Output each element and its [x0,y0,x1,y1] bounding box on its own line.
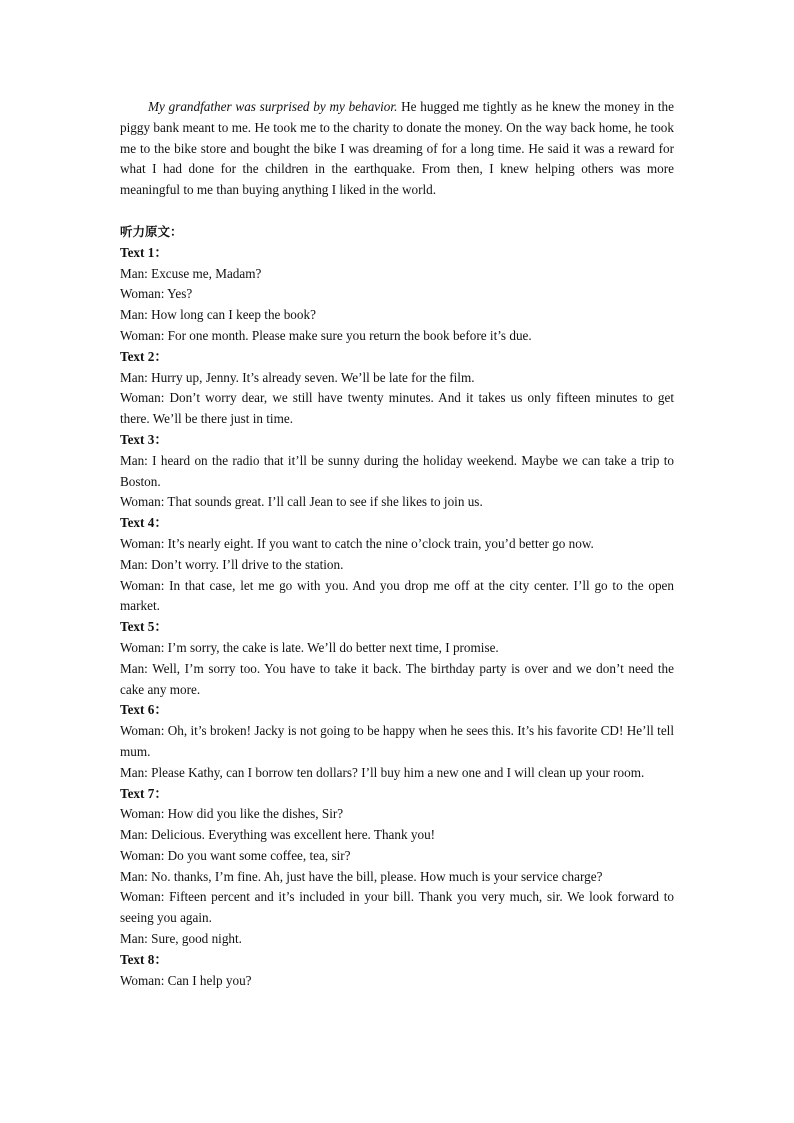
dialog-line: Man: Don’t worry. I’ll drive to the station. [120,556,344,572]
dialog-line: Woman: Can I help you? [120,972,252,988]
dialog-line: Woman: Don’t worry dear, we still have twenty minutes. And it takes us only fifteen minutes to get there. We’ll be there just in time. [120,390,674,427]
dialog-heading: Text 1： [120,244,168,260]
dialog-text-1 [120,243,674,347]
dialog-line: Man: How long can I keep the book? [120,307,316,323]
dialog-heading: Text 6： [120,702,168,718]
intro-paragraph [120,97,674,201]
dialog-line: Woman: Do you want some coffee, tea, sir? [120,847,351,863]
dialog-line: Woman: It’s nearly eight. If you want to catch the nine o’clock train, you’d better go now. [120,535,594,551]
dialog-line: Man: I heard on the radio that it’ll be sunny during the holiday weekend. Maybe we can take a trip to Boston. [120,452,674,489]
dialog-text-4 [120,513,674,617]
dialog-heading: Text 5： [120,619,168,635]
dialog-line: Woman: Yes? [120,286,193,302]
dialog-line: Man: Excuse me, Madam? [120,265,262,281]
intro-rest: He hugged me tightly as he knew the money in the piggy bank meant to me. He took me to the charity to donate the money. On the way back home, he took me to the bike store and bought the bike I was dreaming of for a long time. He said it was a reward for what I had done for the children in the earthquake. From then, I knew helping others was more meaningful to me than buying anything I liked in the world. [120,99,674,198]
dialog-text-5 [120,617,674,700]
listening-script-title: 听力原文： [120,223,183,239]
intro-italic-lead: My grandfather was surprised by my behavior. [148,99,398,114]
dialog-line: Woman: In that case, let me go with you. And you drop me off at the city center. I’ll go to the open market. [120,577,674,614]
dialog-text-2 [120,347,674,430]
dialog-heading: Text 2： [120,348,168,364]
dialog-text-8 [120,950,674,992]
document-page [120,97,674,991]
dialog-list [120,243,674,992]
dialog-line: Woman: Fifteen percent and it’s included in your bill. Thank you very much, sir. We look forward to seeing you again. [120,889,674,926]
dialog-line: Man: Sure, good night. [120,931,242,947]
dialog-line: Man: Delicious. Everything was excellent here. Thank you! [120,827,436,843]
dialog-heading: Text 3： [120,431,168,447]
dialog-line: Man: Well, I’m sorry too. You have to take it back. The birthday party is over and we don’t need the cake any more. [120,660,674,697]
dialog-line: Woman: I’m sorry, the cake is late. We’ll do better next time, I promise. [120,639,499,655]
dialog-line: Man: No. thanks, I’m fine. Ah, just have the bill, please. How much is your service charge? [120,868,603,884]
dialog-line: Woman: How did you like the dishes, Sir? [120,806,344,822]
dialog-heading: Text 8： [120,951,168,967]
dialog-line: Woman: For one month. Please make sure you return the book before it’s due. [120,327,532,343]
dialog-heading: Text 7： [120,785,168,801]
dialog-line: Woman: That sounds great. I’ll call Jean to see if she likes to join us. [120,494,483,510]
dialog-text-7 [120,784,674,950]
dialog-text-3 [120,430,674,513]
dialog-heading: Text 4： [120,515,168,531]
dialog-text-6 [120,700,674,783]
dialog-line: Man: Please Kathy, can I borrow ten dollars? I’ll buy him a new one and I will clean up your room. [120,764,645,780]
dialog-line: Man: Hurry up, Jenny. It’s already seven. We’ll be late for the film. [120,369,475,385]
dialog-line: Woman: Oh, it’s broken! Jacky is not going to be happy when he sees this. It’s his favorite CD! He’ll tell mum. [120,723,674,759]
